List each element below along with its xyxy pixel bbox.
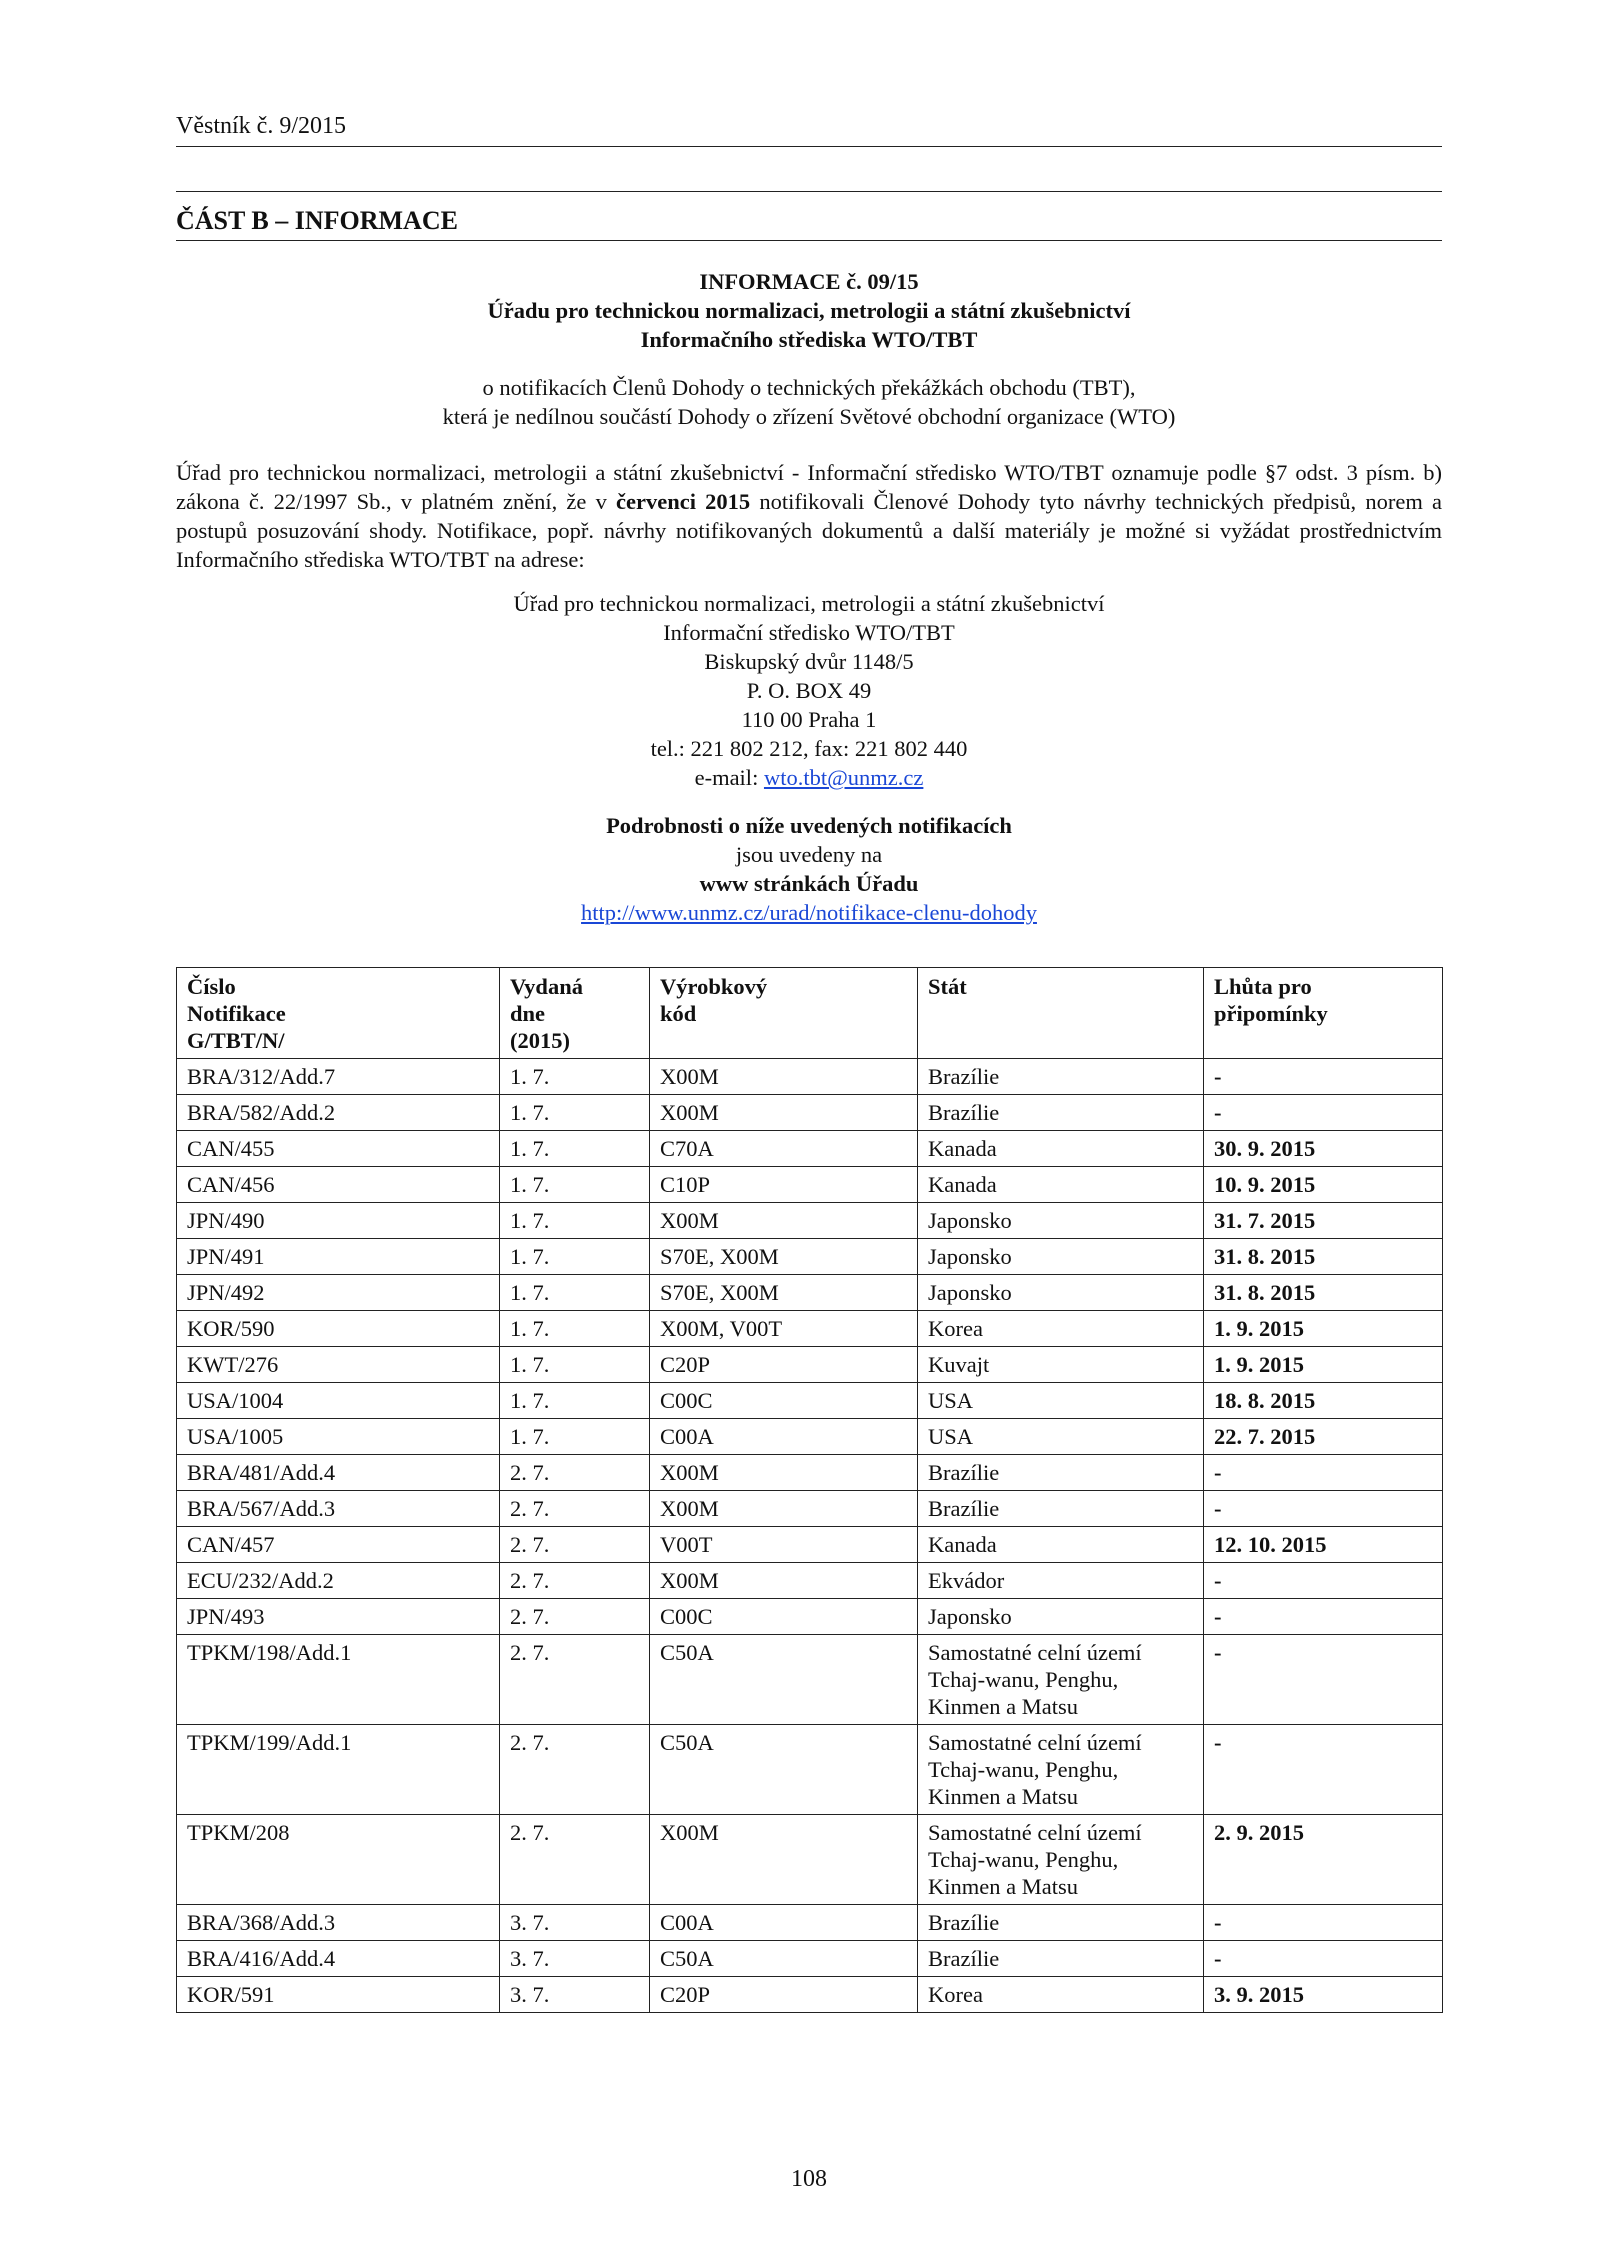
cell-comment-deadline: 3. 9. 2015 bbox=[1204, 1977, 1443, 2013]
info-subtitle-block bbox=[176, 373, 1442, 431]
intro-paragraph bbox=[176, 458, 1442, 574]
cell-issued-date: 1. 7. bbox=[500, 1131, 650, 1167]
cell-comment-deadline: 1. 9. 2015 bbox=[1204, 1347, 1443, 1383]
info-subtitle-line1: o notifikacích Členů Dohody o technických překážkách obchodu (TBT), bbox=[482, 375, 1136, 400]
cell-country: Brazílie bbox=[918, 1941, 1204, 1977]
cell-issued-date: 1. 7. bbox=[500, 1059, 650, 1095]
cell-country: Japonsko bbox=[918, 1275, 1204, 1311]
cell-product-code: X00M bbox=[650, 1815, 918, 1905]
cell-issued-date: 1. 7. bbox=[500, 1383, 650, 1419]
cell-product-code: C00A bbox=[650, 1419, 918, 1455]
header-country: Stát bbox=[918, 968, 1204, 1059]
email-line bbox=[176, 763, 1442, 792]
info-title-block bbox=[176, 267, 1442, 354]
section-title: ČÁST B – INFORMACE bbox=[176, 206, 458, 235]
info-office: Úřadu pro technickou normalizaci, metrologii a státní zkušebnictví bbox=[487, 298, 1131, 323]
cell-product-code: C20P bbox=[650, 1347, 918, 1383]
table-row bbox=[177, 1599, 1443, 1635]
table-row bbox=[177, 1941, 1443, 1977]
header-notification-number: Číslo Notifikace G/TBT/N/ bbox=[177, 968, 500, 1059]
table-row bbox=[177, 1347, 1443, 1383]
cell-issued-date: 2. 7. bbox=[500, 1599, 650, 1635]
notifications-table bbox=[176, 967, 1443, 2013]
table-row bbox=[177, 1977, 1443, 2013]
email-label: e-mail: bbox=[694, 765, 764, 790]
cell-comment-deadline: 22. 7. 2015 bbox=[1204, 1419, 1443, 1455]
cell-issued-date: 3. 7. bbox=[500, 1977, 650, 2013]
info-title: INFORMACE č. 09/15 bbox=[699, 269, 919, 294]
cell-issued-date: 1. 7. bbox=[500, 1167, 650, 1203]
cell-issued-date: 1. 7. bbox=[500, 1095, 650, 1131]
cell-comment-deadline: 1. 9. 2015 bbox=[1204, 1311, 1443, 1347]
details-line2: jsou uvedeny na bbox=[735, 842, 883, 867]
table-row bbox=[177, 1275, 1443, 1311]
cell-product-code: C00A bbox=[650, 1905, 918, 1941]
cell-product-code: C20P bbox=[650, 1977, 918, 2013]
cell-issued-date: 2. 7. bbox=[500, 1725, 650, 1815]
address-line: Informační středisko WTO/TBT bbox=[663, 620, 955, 645]
cell-comment-deadline: 31. 7. 2015 bbox=[1204, 1203, 1443, 1239]
header-issued-date: Vydaná dne (2015) bbox=[500, 968, 650, 1059]
cell-comment-deadline: - bbox=[1204, 1059, 1443, 1095]
table-row bbox=[177, 1419, 1443, 1455]
cell-comment-deadline: - bbox=[1204, 1635, 1443, 1725]
cell-comment-deadline: 2. 9. 2015 bbox=[1204, 1815, 1443, 1905]
details-url-link[interactable]: http://www.unmz.cz/urad/notifikace-clenu-dohody bbox=[581, 900, 1037, 925]
cell-country: Brazílie bbox=[918, 1905, 1204, 1941]
cell-notification-number: USA/1004 bbox=[177, 1383, 500, 1419]
cell-product-code: C50A bbox=[650, 1635, 918, 1725]
table-row bbox=[177, 1491, 1443, 1527]
cell-comment-deadline: - bbox=[1204, 1941, 1443, 1977]
cell-issued-date: 2. 7. bbox=[500, 1527, 650, 1563]
table-row bbox=[177, 1059, 1443, 1095]
cell-country: Japonsko bbox=[918, 1203, 1204, 1239]
cell-comment-deadline: - bbox=[1204, 1491, 1443, 1527]
cell-comment-deadline: - bbox=[1204, 1599, 1443, 1635]
cell-notification-number: KOR/590 bbox=[177, 1311, 500, 1347]
cell-product-code: C00C bbox=[650, 1383, 918, 1419]
cell-product-code: C10P bbox=[650, 1167, 918, 1203]
cell-product-code: X00M bbox=[650, 1095, 918, 1131]
cell-notification-number: JPN/490 bbox=[177, 1203, 500, 1239]
cell-issued-date: 2. 7. bbox=[500, 1563, 650, 1599]
header-product-code: Výrobkový kód bbox=[650, 968, 918, 1059]
cell-country: Brazílie bbox=[918, 1455, 1204, 1491]
cell-notification-number: BRA/312/Add.7 bbox=[177, 1059, 500, 1095]
cell-product-code: X00M bbox=[650, 1059, 918, 1095]
cell-comment-deadline: 12. 10. 2015 bbox=[1204, 1527, 1443, 1563]
table-row bbox=[177, 1131, 1443, 1167]
table-row bbox=[177, 1635, 1443, 1725]
table-row bbox=[177, 1905, 1443, 1941]
cell-notification-number: BRA/582/Add.2 bbox=[177, 1095, 500, 1131]
cell-product-code: X00M bbox=[650, 1455, 918, 1491]
address-line: 110 00 Praha 1 bbox=[741, 707, 877, 732]
cell-notification-number: BRA/567/Add.3 bbox=[177, 1491, 500, 1527]
cell-product-code: X00M bbox=[650, 1203, 918, 1239]
cell-comment-deadline: 30. 9. 2015 bbox=[1204, 1131, 1443, 1167]
cell-country: Japonsko bbox=[918, 1599, 1204, 1635]
details-line3: www stránkách Úřadu bbox=[699, 871, 919, 896]
cell-issued-date: 1. 7. bbox=[500, 1203, 650, 1239]
cell-product-code: C70A bbox=[650, 1131, 918, 1167]
table-row bbox=[177, 1527, 1443, 1563]
cell-country: Samostatné celní území Tchaj-wanu, Penghu, Kinmen a Matsu bbox=[918, 1815, 1204, 1905]
table-row bbox=[177, 1455, 1443, 1491]
intro-text-part1: Úřad pro technickou normalizaci, metrologii a státní zkušebnictví - Informační středisko WTO/TBT oznamuje podle §7 odst. 3 písm. b) zákona č. 22/1997 Sb., v platném znění, že v bbox=[176, 460, 1442, 514]
cell-country: Korea bbox=[918, 1311, 1204, 1347]
cell-product-code: S70E, X00M bbox=[650, 1239, 918, 1275]
cell-comment-deadline: - bbox=[1204, 1905, 1443, 1941]
table-body bbox=[177, 1059, 1443, 2013]
cell-product-code: X00M, V00T bbox=[650, 1311, 918, 1347]
address-block bbox=[176, 589, 1442, 792]
cell-notification-number: BRA/481/Add.4 bbox=[177, 1455, 500, 1491]
email-link[interactable]: wto.tbt@unmz.cz bbox=[763, 765, 924, 790]
cell-country: USA bbox=[918, 1419, 1204, 1455]
cell-country: Samostatné celní území Tchaj-wanu, Penghu, Kinmen a Matsu bbox=[918, 1725, 1204, 1815]
cell-notification-number: TPKM/198/Add.1 bbox=[177, 1635, 500, 1725]
table-row bbox=[177, 1239, 1443, 1275]
intro-text-bold: červenci 2015 bbox=[616, 489, 751, 514]
details-block bbox=[176, 811, 1442, 927]
cell-country: Kanada bbox=[918, 1527, 1204, 1563]
cell-notification-number: TPKM/199/Add.1 bbox=[177, 1725, 500, 1815]
cell-notification-number: JPN/492 bbox=[177, 1275, 500, 1311]
cell-issued-date: 1. 7. bbox=[500, 1311, 650, 1347]
header-rule bbox=[176, 146, 1442, 147]
cell-country: Brazílie bbox=[918, 1491, 1204, 1527]
cell-product-code: S70E, X00M bbox=[650, 1275, 918, 1311]
cell-issued-date: 1. 7. bbox=[500, 1239, 650, 1275]
cell-notification-number: USA/1005 bbox=[177, 1419, 500, 1455]
cell-issued-date: 1. 7. bbox=[500, 1347, 650, 1383]
cell-country: Brazílie bbox=[918, 1095, 1204, 1131]
cell-product-code: C50A bbox=[650, 1941, 918, 1977]
cell-notification-number: CAN/455 bbox=[177, 1131, 500, 1167]
cell-product-code: X00M bbox=[650, 1491, 918, 1527]
cell-comment-deadline: 10. 9. 2015 bbox=[1204, 1167, 1443, 1203]
cell-notification-number: KOR/591 bbox=[177, 1977, 500, 2013]
cell-country: Samostatné celní území Tchaj-wanu, Penghu, Kinmen a Matsu bbox=[918, 1635, 1204, 1725]
cell-issued-date: 2. 7. bbox=[500, 1635, 650, 1725]
cell-issued-date: 3. 7. bbox=[500, 1905, 650, 1941]
header-comment-deadline: Lhůta pro připomínky bbox=[1204, 968, 1443, 1059]
cell-comment-deadline: - bbox=[1204, 1455, 1443, 1491]
cell-notification-number: TPKM/208 bbox=[177, 1815, 500, 1905]
details-line1: Podrobnosti o níže uvedených notifikacích bbox=[606, 813, 1012, 838]
section-top-rule bbox=[176, 191, 1442, 192]
cell-country: Ekvádor bbox=[918, 1563, 1204, 1599]
address-line: Úřad pro technickou normalizaci, metrologii a státní zkušebnictví bbox=[513, 591, 1105, 616]
cell-comment-deadline: 18. 8. 2015 bbox=[1204, 1383, 1443, 1419]
cell-issued-date: 2. 7. bbox=[500, 1455, 650, 1491]
cell-comment-deadline: 31. 8. 2015 bbox=[1204, 1239, 1443, 1275]
cell-product-code: X00M bbox=[650, 1563, 918, 1599]
journal-header: Věstník č. 9/2015 bbox=[176, 113, 346, 139]
cell-notification-number: JPN/493 bbox=[177, 1599, 500, 1635]
intro-text-part2: notifikovali Členové Dohody tyto návrhy technických předpisů, norem a postupů posuzování shody. Notifikace, popř. návrhy notifikovaných dokumentů a další materiály je možné si vyžádat prostřednictvím Informačního střediska WTO/TBT na adrese: bbox=[176, 489, 1443, 572]
cell-product-code: C50A bbox=[650, 1725, 918, 1815]
cell-notification-number: JPN/491 bbox=[177, 1239, 500, 1275]
table-row bbox=[177, 1203, 1443, 1239]
cell-issued-date: 3. 7. bbox=[500, 1941, 650, 1977]
cell-notification-number: CAN/456 bbox=[177, 1167, 500, 1203]
cell-country: Brazílie bbox=[918, 1059, 1204, 1095]
cell-country: USA bbox=[918, 1383, 1204, 1419]
cell-notification-number: CAN/457 bbox=[177, 1527, 500, 1563]
cell-notification-number: BRA/416/Add.4 bbox=[177, 1941, 500, 1977]
cell-product-code: V00T bbox=[650, 1527, 918, 1563]
info-subtitle-line2: která je nedílnou součástí Dohody o zřízení Světové obchodní organizace (WTO) bbox=[442, 404, 1176, 429]
cell-issued-date: 1. 7. bbox=[500, 1419, 650, 1455]
table-row bbox=[177, 1383, 1443, 1419]
cell-product-code: C00C bbox=[650, 1599, 918, 1635]
cell-comment-deadline: - bbox=[1204, 1563, 1443, 1599]
table-row bbox=[177, 1725, 1443, 1815]
cell-country: Japonsko bbox=[918, 1239, 1204, 1275]
cell-country: Korea bbox=[918, 1977, 1204, 2013]
address-line: Biskupský dvůr 1148/5 bbox=[704, 649, 914, 674]
table-row bbox=[177, 1563, 1443, 1599]
table-row bbox=[177, 1167, 1443, 1203]
table-row bbox=[177, 1311, 1443, 1347]
cell-comment-deadline: - bbox=[1204, 1095, 1443, 1131]
address-line: tel.: 221 802 212, fax: 221 802 440 bbox=[650, 736, 968, 761]
cell-comment-deadline: - bbox=[1204, 1725, 1443, 1815]
cell-comment-deadline: 31. 8. 2015 bbox=[1204, 1275, 1443, 1311]
page-number: 108 bbox=[791, 2166, 827, 2192]
table-row bbox=[177, 1815, 1443, 1905]
section-bottom-rule bbox=[176, 240, 1442, 241]
table-row bbox=[177, 1095, 1443, 1131]
info-center: Informačního střediska WTO/TBT bbox=[640, 327, 978, 352]
cell-notification-number: KWT/276 bbox=[177, 1347, 500, 1383]
cell-issued-date: 2. 7. bbox=[500, 1815, 650, 1905]
cell-notification-number: BRA/368/Add.3 bbox=[177, 1905, 500, 1941]
cell-notification-number: ECU/232/Add.2 bbox=[177, 1563, 500, 1599]
cell-issued-date: 2. 7. bbox=[500, 1491, 650, 1527]
cell-issued-date: 1. 7. bbox=[500, 1275, 650, 1311]
cell-country: Kanada bbox=[918, 1167, 1204, 1203]
table-header-row bbox=[177, 968, 1443, 1059]
cell-country: Kanada bbox=[918, 1131, 1204, 1167]
address-line: P. O. BOX 49 bbox=[746, 678, 872, 703]
cell-country: Kuvajt bbox=[918, 1347, 1204, 1383]
